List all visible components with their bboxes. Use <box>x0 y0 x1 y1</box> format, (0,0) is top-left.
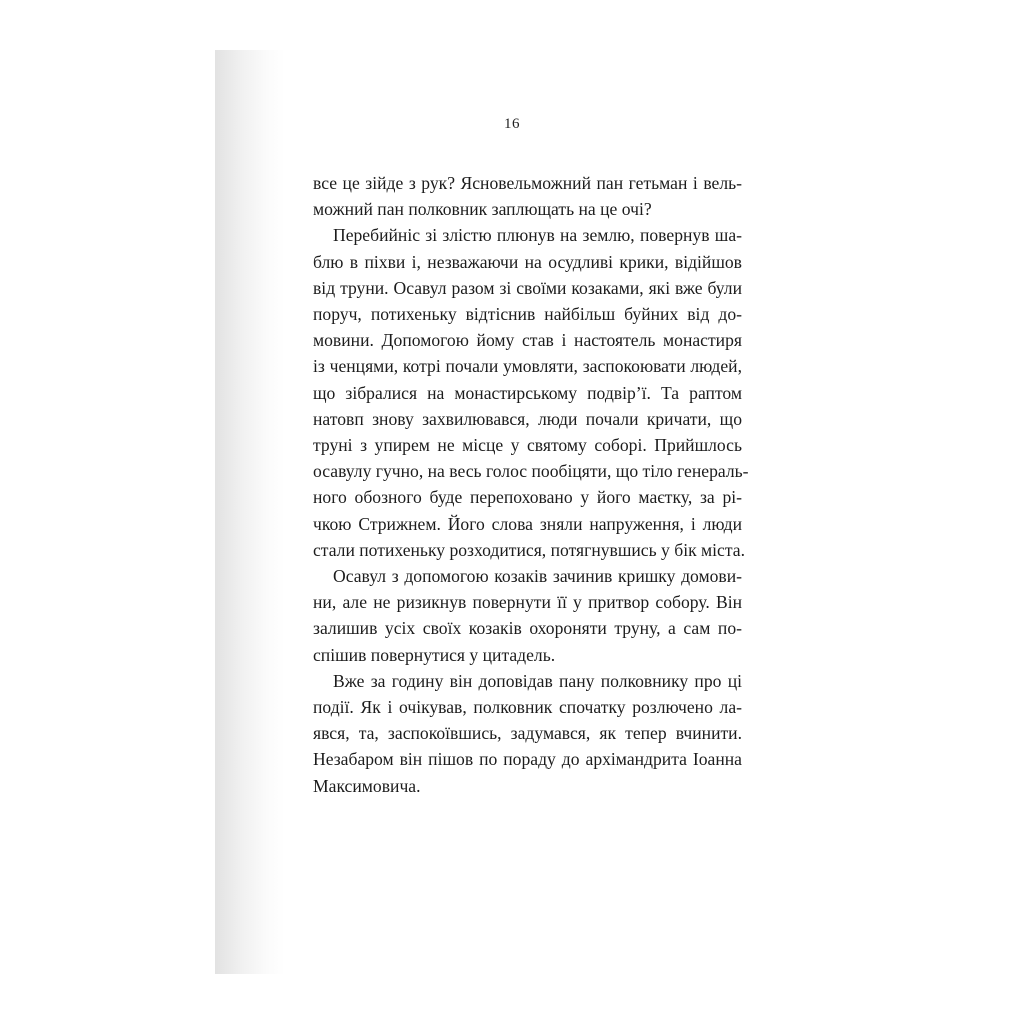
text-line: ного обозного буде перепоховано у його маєтку, за рі- <box>313 487 742 508</box>
text-line: спішив повернутися у цитадель. <box>313 644 556 665</box>
text-line: поруч, потихеньку відтіснив найбільш буйних від до- <box>313 304 742 325</box>
page-number: 16 <box>504 116 520 132</box>
text-line: блю в піхви і, незважаючи на осудливі крики, відійшов <box>313 251 742 272</box>
text-line: труні з упирем не місце у святому соборі. Прийшлось <box>313 435 742 456</box>
text-line: можний пан полковник заплющать на це очі? <box>313 199 652 220</box>
text-line: Незабаром він пішов по пораду до архімандрита Іоанна <box>313 749 742 770</box>
text-line: осавулу гучно, на весь голос пообіцяти, що тіло генераль- <box>313 461 749 482</box>
text-line: від труни. Осавул разом зі своїми козаками, які вже були <box>313 277 742 298</box>
text-line: Максимовича. <box>313 775 421 796</box>
book-page <box>215 50 809 974</box>
paragraph <box>313 563 742 668</box>
text-line: Вже за годину він доповідав пану полковнику про ці <box>333 670 742 691</box>
paragraph <box>313 170 742 222</box>
text-line: події. Як і очікував, полковник спочатку розлючено ла- <box>313 697 742 718</box>
text-line: все це зійде з рук? Ясновельможний пан гетьман і вель- <box>313 173 742 193</box>
text-line: явся, та, заспокоївшись, задумався, як тепер вчинити. <box>313 723 742 744</box>
text-line: із ченцями, котрі почали умовляти, заспокоювати людей, <box>313 356 742 377</box>
text-line: мовини. Допомогою йому став і настоятель монастиря <box>313 330 742 351</box>
text-line: чкою Стрижнем. Його слова зняли напруження, і люди <box>313 513 742 534</box>
text-line: стали потихеньку розходитися, потягнувшись у бік міста. <box>313 539 745 560</box>
text-line: натовп знову захвилювався, люди почали кричати, що <box>313 408 742 429</box>
text-line: залишив усіх своїх козаків охороняти труну, а сам по- <box>313 618 742 639</box>
text-line: Перебийніс зі злістю плюнув на землю, повернув ша- <box>333 225 742 246</box>
text-line: що зібралися на монастирському подвір’ї. Та раптом <box>313 382 742 403</box>
body-text <box>313 170 749 799</box>
text-line: Осавул з допомогою козаків зачинив кришку домови- <box>333 566 742 587</box>
text-line: ни, але не ризикнув повернути її у притвор собору. Він <box>313 592 742 613</box>
paragraph <box>313 668 742 799</box>
paragraph <box>313 222 749 563</box>
